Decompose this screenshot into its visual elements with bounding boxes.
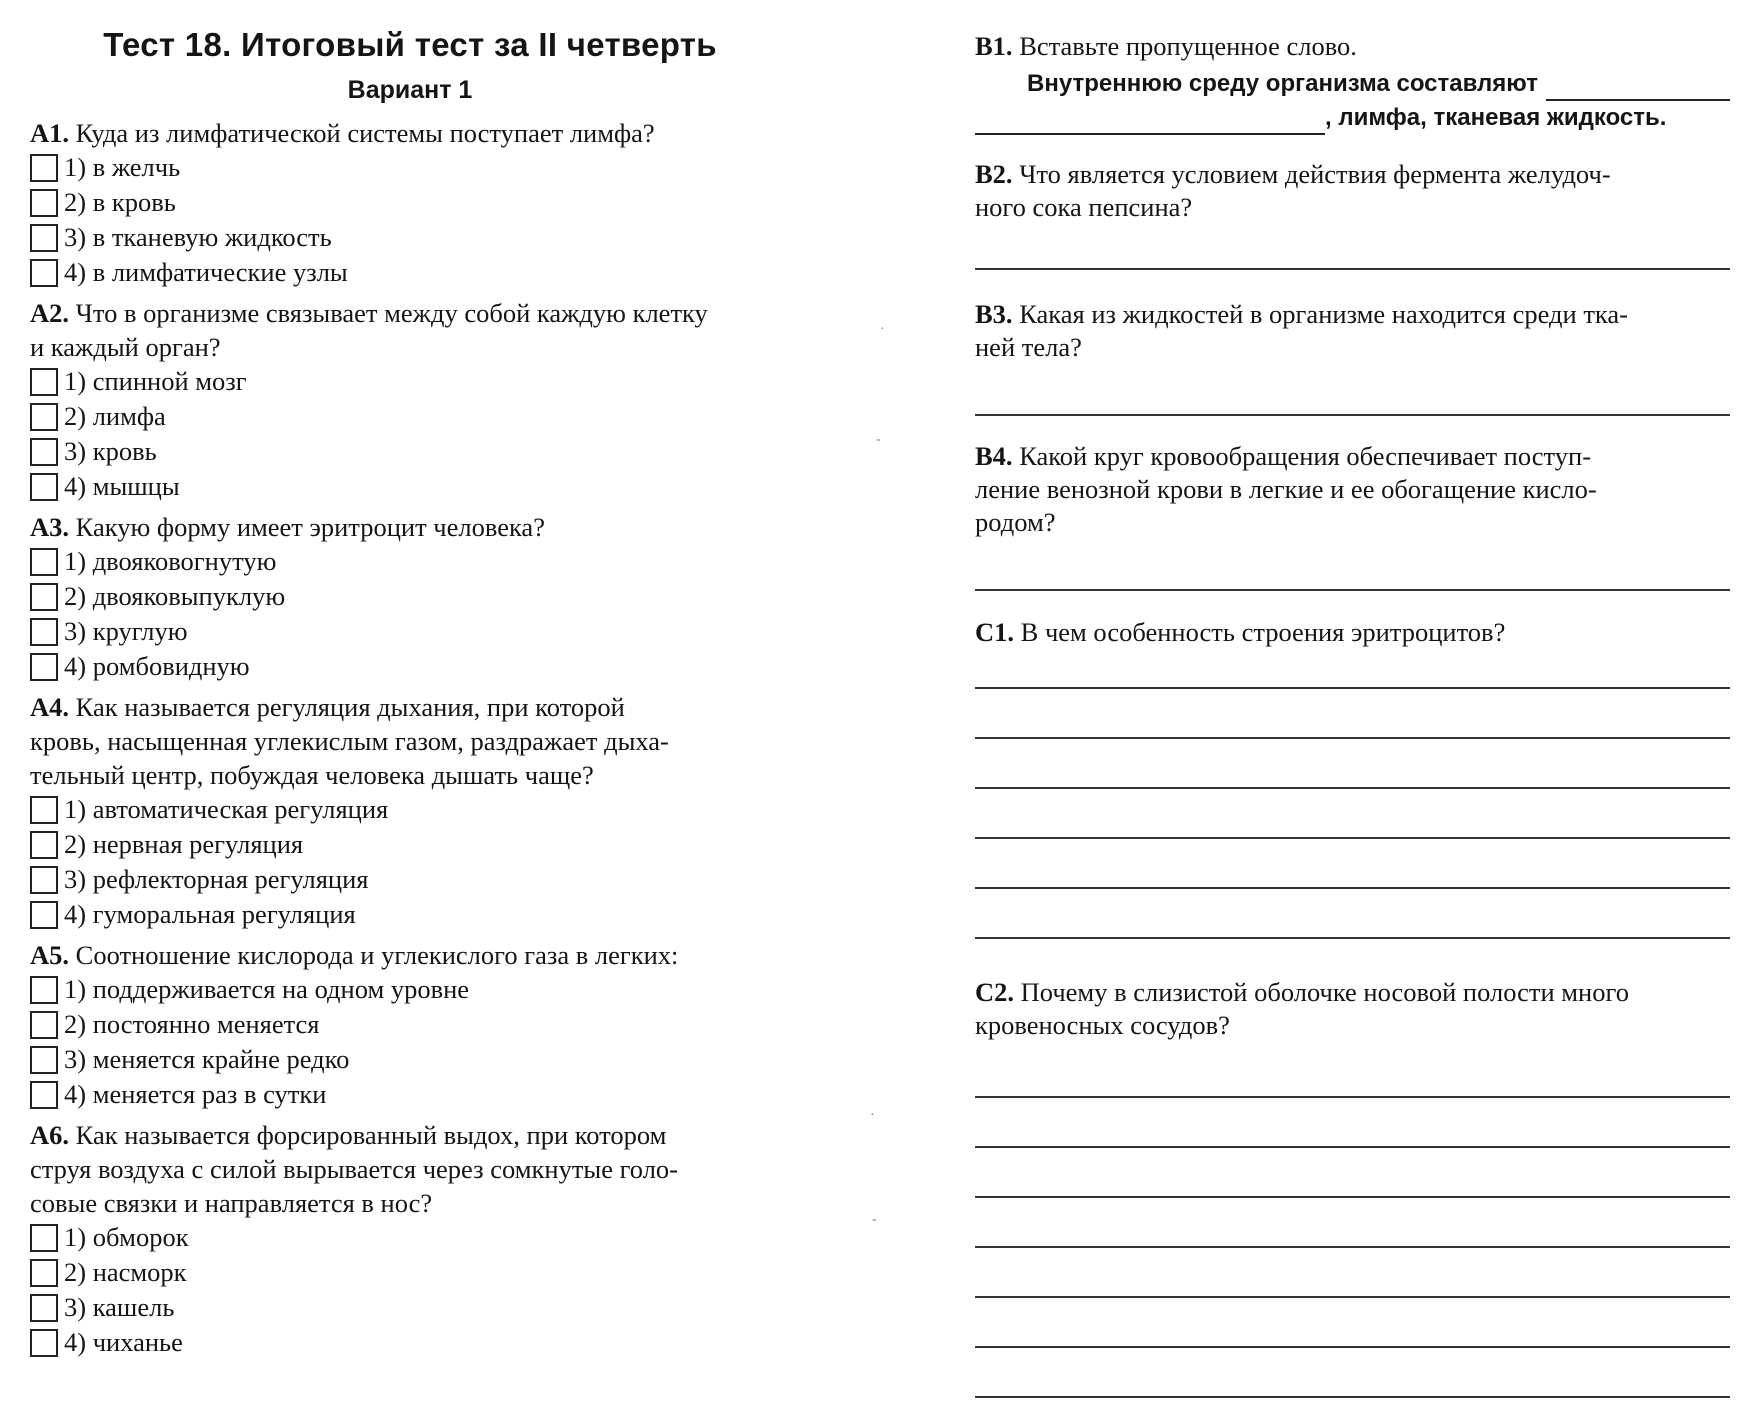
question-body-line: кровеносных сосудов? bbox=[975, 1010, 1230, 1040]
option-label: 4) чиханье bbox=[64, 1327, 183, 1357]
answer-checkbox[interactable] bbox=[30, 259, 58, 287]
answer-checkbox[interactable] bbox=[30, 653, 58, 681]
option-label: 1) двояковогнутую bbox=[64, 546, 277, 576]
answer-option[interactable] bbox=[30, 1042, 790, 1077]
question-body-line: струя воздуха с силой вырывается через сомкнутые голо- bbox=[30, 1154, 678, 1184]
answer-line[interactable] bbox=[975, 1196, 1730, 1198]
option-label: 3) круглую bbox=[64, 616, 188, 646]
answer-option[interactable] bbox=[30, 972, 790, 1007]
option-label: 3) кровь bbox=[64, 436, 157, 466]
question-number: А4. bbox=[30, 692, 70, 722]
question-c1 bbox=[975, 616, 1730, 976]
scan-speck: · bbox=[880, 322, 885, 337]
question-body-line: родом? bbox=[975, 507, 1056, 537]
answer-checkbox[interactable] bbox=[30, 1259, 58, 1287]
answer-option[interactable] bbox=[30, 1255, 790, 1290]
answer-checkbox[interactable] bbox=[30, 831, 58, 859]
answer-checkbox[interactable] bbox=[30, 1329, 58, 1357]
option-label: 4) гуморальная регуляция bbox=[64, 899, 356, 929]
fill-in-prefix: Внутреннюю среду организма составляют bbox=[1027, 70, 1538, 97]
answer-checkbox[interactable] bbox=[30, 154, 58, 182]
question-body-line: Какая из жидкостей в организме находится среди тка- bbox=[1019, 299, 1628, 329]
question-a4 bbox=[30, 690, 790, 932]
fill-in-blank[interactable] bbox=[1546, 71, 1730, 101]
answer-checkbox[interactable] bbox=[30, 1011, 58, 1039]
answer-option[interactable] bbox=[30, 1007, 790, 1042]
question-body-line: Какой круг кровообращения обеспечивает поступ- bbox=[1019, 441, 1592, 471]
question-number: С1. bbox=[975, 617, 1015, 647]
question-a2 bbox=[30, 296, 790, 504]
answer-option[interactable] bbox=[30, 399, 790, 434]
question-text bbox=[30, 510, 790, 544]
answer-line[interactable] bbox=[975, 837, 1730, 839]
answer-checkbox[interactable] bbox=[30, 1081, 58, 1109]
fill-in-suffix: , лимфа, тканевая жидкость. bbox=[1325, 104, 1667, 131]
answer-option[interactable] bbox=[30, 469, 790, 504]
answer-option[interactable] bbox=[30, 1220, 790, 1255]
answer-line[interactable] bbox=[975, 937, 1730, 939]
option-label: 4) в лимфатические узлы bbox=[64, 257, 348, 287]
question-text bbox=[975, 298, 1730, 364]
answer-checkbox[interactable] bbox=[30, 866, 58, 894]
answer-line[interactable] bbox=[975, 1346, 1730, 1348]
question-body: Куда из лимфатической системы поступает лимфа? bbox=[75, 118, 655, 148]
option-label: 3) меняется крайне редко bbox=[64, 1044, 350, 1074]
answer-option[interactable] bbox=[30, 862, 790, 897]
answer-option[interactable] bbox=[30, 364, 790, 399]
question-body-line: ление венозной крови в легкие и ее обогащение кисло- bbox=[975, 474, 1597, 504]
question-body-line: совые связки и направляется в нос? bbox=[30, 1188, 433, 1218]
answer-option[interactable] bbox=[30, 150, 790, 185]
question-b4 bbox=[975, 440, 1730, 616]
question-b3 bbox=[975, 298, 1730, 440]
answer-option[interactable] bbox=[30, 827, 790, 862]
question-a5 bbox=[30, 938, 790, 1112]
answer-line[interactable] bbox=[975, 414, 1730, 416]
question-a1 bbox=[30, 116, 790, 290]
answer-line[interactable] bbox=[975, 687, 1730, 689]
answer-option[interactable] bbox=[30, 255, 790, 290]
answer-option[interactable] bbox=[30, 1290, 790, 1325]
option-label: 4) мышцы bbox=[64, 471, 180, 501]
question-text bbox=[975, 440, 1730, 539]
scan-speck: · bbox=[870, 1108, 875, 1123]
question-body: Какую форму имеет эритроцит человека? bbox=[75, 512, 545, 542]
option-label: 1) спинной мозг bbox=[64, 366, 247, 396]
question-c2 bbox=[975, 976, 1730, 1398]
answer-option[interactable] bbox=[30, 544, 790, 579]
question-body-line: Как называется регуляция дыхания, при которой bbox=[75, 692, 625, 722]
question-body-line: и каждый орган? bbox=[30, 332, 221, 362]
answer-checkbox[interactable] bbox=[30, 618, 58, 646]
answer-option[interactable] bbox=[30, 1077, 790, 1112]
question-text bbox=[30, 296, 790, 364]
question-body-line: тельный центр, побуждая человека дышать чаще? bbox=[30, 760, 594, 790]
fill-in-line-2 bbox=[975, 101, 1730, 135]
question-text bbox=[30, 938, 790, 972]
question-text bbox=[975, 616, 1730, 649]
question-body: Вставьте пропущенное слово. bbox=[1019, 31, 1357, 61]
question-number: А6. bbox=[30, 1120, 70, 1150]
option-label: 2) постоянно меняется bbox=[64, 1009, 320, 1039]
question-number: А1. bbox=[30, 118, 70, 148]
question-a6 bbox=[30, 1118, 790, 1360]
option-label: 2) лимфа bbox=[64, 401, 166, 431]
question-number: В4. bbox=[975, 441, 1013, 471]
question-body-line: ного сока пепсина? bbox=[975, 192, 1193, 222]
question-body-line: Как называется форсированный выдох, при котором bbox=[75, 1120, 667, 1150]
question-text bbox=[30, 690, 790, 792]
answer-checkbox[interactable] bbox=[30, 1046, 58, 1074]
answer-line[interactable] bbox=[975, 268, 1730, 270]
answer-option[interactable] bbox=[30, 614, 790, 649]
question-b1 bbox=[975, 30, 1730, 158]
answer-checkbox[interactable] bbox=[30, 368, 58, 396]
answer-option[interactable] bbox=[30, 220, 790, 255]
answer-checkbox[interactable] bbox=[30, 583, 58, 611]
question-a3 bbox=[30, 510, 790, 684]
question-number: В2. bbox=[975, 159, 1013, 189]
question-body: В чем особенность строения эритроцитов? bbox=[1020, 617, 1506, 647]
question-body: Соотношение кислорода и углекислого газа в легких: bbox=[75, 940, 679, 970]
question-text bbox=[30, 116, 790, 150]
answer-checkbox[interactable] bbox=[30, 1224, 58, 1252]
answer-line[interactable] bbox=[975, 737, 1730, 739]
question-body-line: Что является условием действия фермента желудоч- bbox=[1019, 159, 1611, 189]
answer-option[interactable] bbox=[30, 1325, 790, 1360]
answer-checkbox[interactable] bbox=[30, 796, 58, 824]
answer-line[interactable] bbox=[975, 1296, 1730, 1298]
question-text bbox=[975, 30, 1730, 63]
question-text bbox=[975, 976, 1730, 1042]
answer-option[interactable] bbox=[30, 579, 790, 614]
answer-line[interactable] bbox=[975, 1396, 1730, 1398]
right-column bbox=[975, 30, 1730, 1398]
option-label: 1) в желчь bbox=[64, 152, 181, 182]
option-label: 2) нервная регуляция bbox=[64, 829, 304, 859]
option-label: 2) в кровь bbox=[64, 187, 176, 217]
answer-line[interactable] bbox=[975, 787, 1730, 789]
question-number: А5. bbox=[30, 940, 70, 970]
question-body-line: кровь, насыщенная углекислым газом, раздражает дыха- bbox=[30, 726, 669, 756]
question-body-line: ней тела? bbox=[975, 332, 1082, 362]
option-label: 3) кашель bbox=[64, 1292, 175, 1322]
question-number: В1. bbox=[975, 31, 1013, 61]
option-label: 1) автоматическая регуляция bbox=[64, 794, 389, 824]
question-body-line: Почему в слизистой оболочке носовой полости много bbox=[1020, 977, 1629, 1007]
fill-in-blank[interactable] bbox=[975, 105, 1325, 135]
option-label: 3) рефлекторная регуляция bbox=[64, 864, 369, 894]
scan-speck: - bbox=[876, 432, 881, 447]
answer-checkbox[interactable] bbox=[30, 901, 58, 929]
left-column bbox=[30, 20, 790, 1366]
option-label: 1) обморок bbox=[64, 1222, 189, 1252]
answer-line[interactable] bbox=[975, 1096, 1730, 1098]
page-title: Тест 18. Итоговый тест за II четверть bbox=[103, 26, 717, 63]
option-label: 2) двояковыпуклую bbox=[64, 581, 286, 611]
question-number: В3. bbox=[975, 299, 1013, 329]
question-number: А2. bbox=[30, 298, 70, 328]
question-text bbox=[975, 158, 1730, 224]
variant-label: Вариант 1 bbox=[347, 76, 473, 104]
option-label: 3) в тканевую жидкость bbox=[64, 222, 332, 252]
answer-checkbox[interactable] bbox=[30, 548, 58, 576]
answer-option[interactable] bbox=[30, 897, 790, 932]
answer-option[interactable] bbox=[30, 792, 790, 827]
answer-checkbox[interactable] bbox=[30, 976, 58, 1004]
question-number: С2. bbox=[975, 977, 1015, 1007]
answer-line[interactable] bbox=[975, 887, 1730, 889]
option-label: 2) насморк bbox=[64, 1257, 187, 1287]
answer-checkbox[interactable] bbox=[30, 438, 58, 466]
answer-line[interactable] bbox=[975, 589, 1730, 591]
question-text bbox=[30, 1118, 790, 1220]
answer-checkbox[interactable] bbox=[30, 189, 58, 217]
answer-checkbox[interactable] bbox=[30, 403, 58, 431]
scan-speck: - bbox=[872, 1212, 877, 1227]
answer-option[interactable] bbox=[30, 434, 790, 469]
option-label: 1) поддерживается на одном уровне bbox=[64, 974, 470, 1004]
answer-option[interactable] bbox=[30, 649, 790, 684]
option-label: 4) меняется раз в сутки bbox=[64, 1079, 327, 1109]
answer-line[interactable] bbox=[975, 1246, 1730, 1248]
answer-checkbox[interactable] bbox=[30, 1294, 58, 1322]
answer-checkbox[interactable] bbox=[30, 473, 58, 501]
answer-option[interactable] bbox=[30, 185, 790, 220]
question-number: А3. bbox=[30, 512, 70, 542]
question-body-line: Что в организме связывает между собой каждую клетку bbox=[75, 298, 708, 328]
answer-line[interactable] bbox=[975, 1146, 1730, 1148]
answer-checkbox[interactable] bbox=[30, 224, 58, 252]
fill-in-line-1 bbox=[975, 67, 1730, 101]
option-label: 4) ромбовидную bbox=[64, 651, 250, 681]
question-b2 bbox=[975, 158, 1730, 298]
